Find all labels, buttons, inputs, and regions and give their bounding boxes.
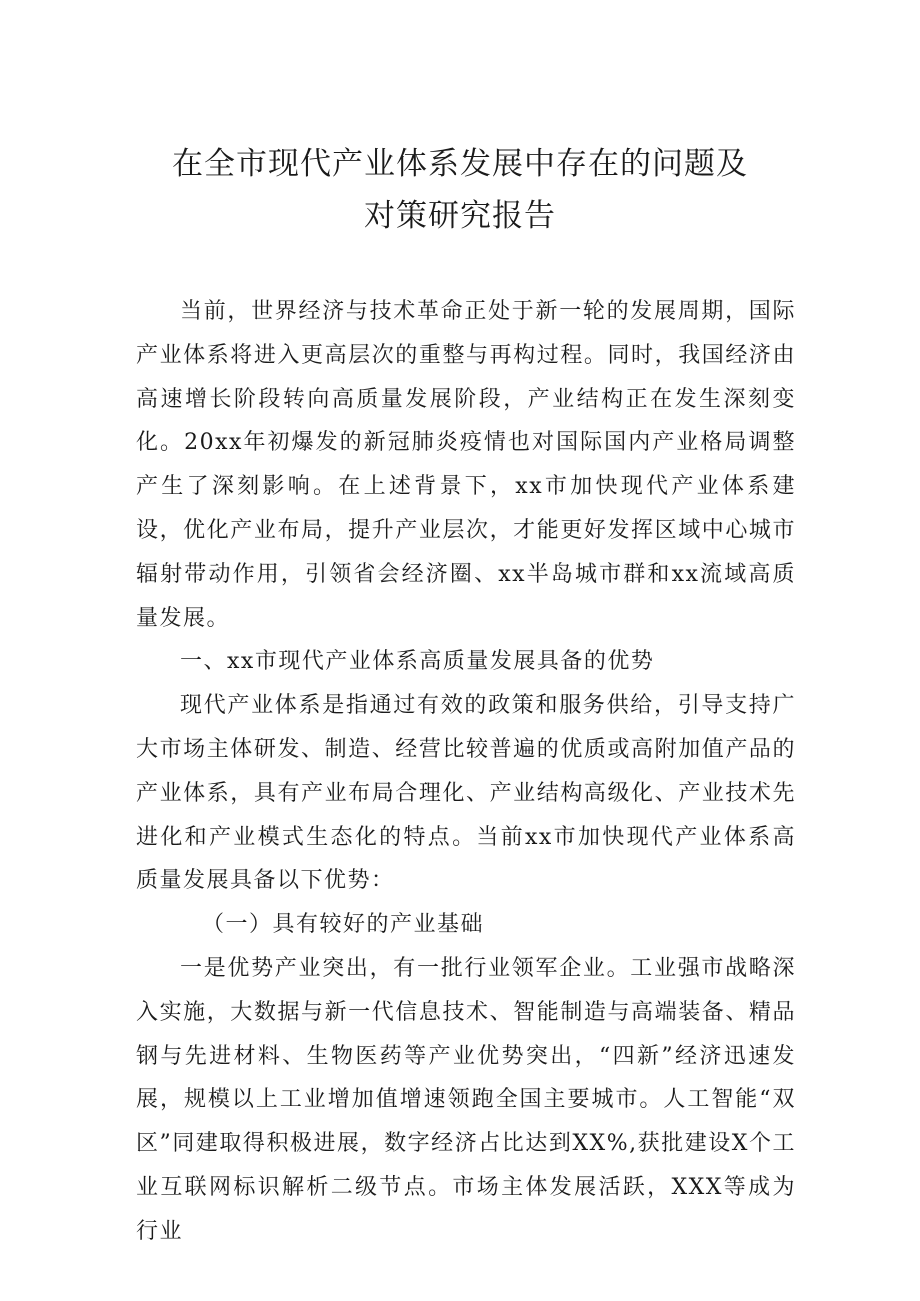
document-body <box>136 290 796 1254</box>
section-1-paragraph: 现代产业体系是指通过有效的政策和服务供给，引导支持广大市场主体研发、制造、经营比较普遍的优质或高附加值产品的产业体系，具有产业布局合理化、产业结构高级化、产业技术先进化和产业模式生态化的特点。当前xx市加快现代产业体系高质量发展具备以下优势： <box>136 693 796 894</box>
document-title-line-2: 对策研究报告 <box>364 198 556 234</box>
subsection-1-paragraph: 一是优势产业突出，有一批行业领军企业。工业强市战略深入实施，大数据与新一代信息技术、智能制造与高端装备、精品钢与先进材料、生物医药等产业优势突出，“四新”经济迅速发展，规模以上工业增加值增速领跑全国主要城市。人工智能“双区”同建取得积极进展，数字经济占比达到XX%,获批建设X个工业互联网标识解析二级节点。市场主体发展活跃，XXX等成为行业 <box>136 955 796 1244</box>
subsection-heading-1: （一）具有较好的产业基础 <box>202 912 485 938</box>
intro-paragraph: 当前，世界经济与技术革命正处于新一轮的发展周期，国际产业体系将进入更高层次的重整与再构过程。同时，我国经济由高速增长阶段转向高质量发展阶段，产业结构正在发生深刻变化。20xx年初爆发的新冠肺炎疫情也对国际国内产业格局调整产生了深刻影响。在上述背景下，xx市加快现代产业体系建设，优化产业布局，提升产业层次，才能更好发挥区域中心城市辐射带动作用，引领省会经济圈、xx半岛城市群和xx流域高质量发展。 <box>136 299 796 631</box>
document-title-line-1: 在全市现代产业体系发展中存在的问题及 <box>172 146 748 182</box>
section-heading-1: 一、xx市现代产业体系高质量发展具备的优势 <box>180 649 655 675</box>
